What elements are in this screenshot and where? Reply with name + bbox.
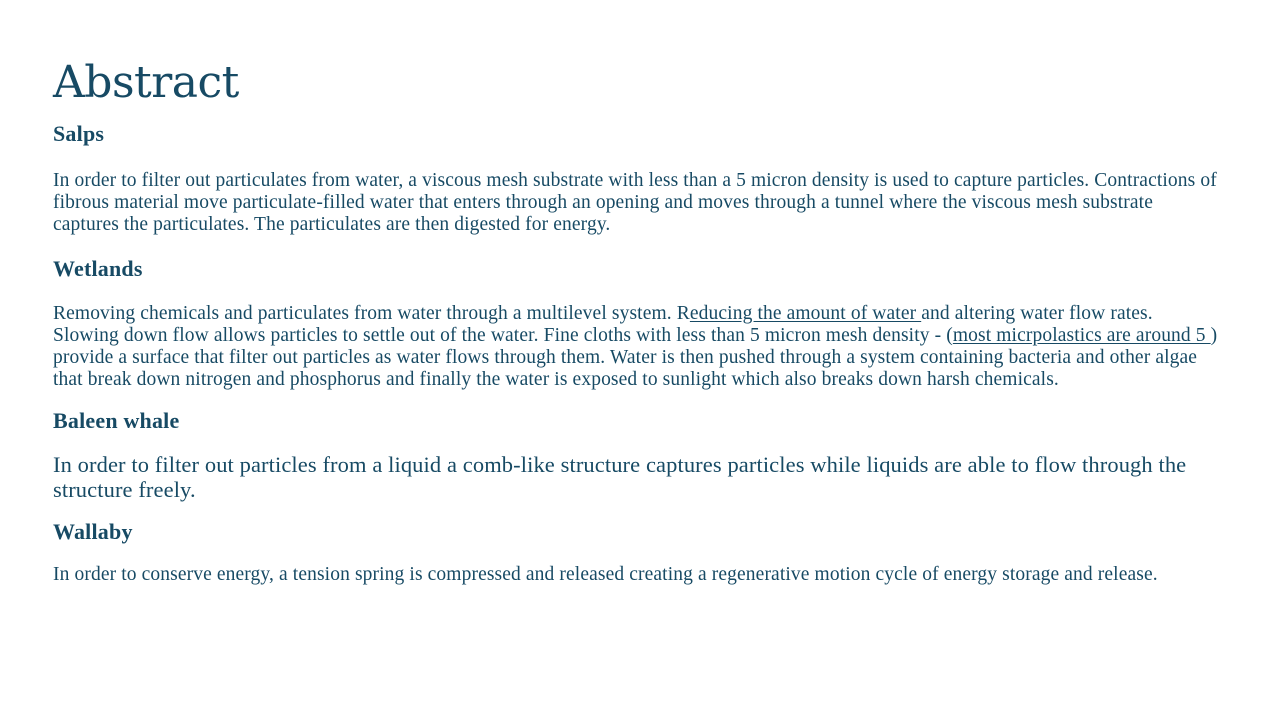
wetlands-text-part-3: ) provide a surface that filter out particles as water flows through them. Water is then pushed through a system containing bacteria and other algae that break down nitrogen and phosphorus and finally the water is exposed to sunlight which also breaks down harsh chemicals. — [53, 325, 1218, 390]
section-text-wetlands — [53, 303, 1223, 391]
section-heading-wetlands: Wetlands — [53, 256, 143, 281]
slide-title: Abstract — [53, 57, 239, 108]
wetlands-link-reducing-water[interactable]: educing the amount of water — [689, 303, 922, 324]
section-heading-wallaby: Wallaby — [53, 519, 133, 544]
section-text-wallaby: In order to conserve energy, a tension spring is compressed and released creating a regenerative motion cycle of energy storage and release. — [53, 564, 1158, 585]
wetlands-text-part-2: and altering water flow rates. Slowing down flow allows particles to settle out of the water. Fine cloths with less than 5 micron mesh density - ( — [53, 303, 1153, 346]
section-text-salps: In order to filter out particulates from water, a viscous mesh substrate with less than a 5 micron density is used to capture particles. Contractions of fibrous material move particulate-filled water that enters through an opening and moves through a tunnel where the viscous mesh substrate captures the particulates. The particulates are then digested for energy. — [53, 170, 1217, 235]
section-heading-salps: Salps — [53, 121, 105, 146]
wetlands-link-microplastics[interactable]: most micrpolastics are around 5 — [952, 325, 1211, 346]
section-heading-baleen-whale: Baleen whale — [53, 408, 180, 433]
slide-content — [53, 117, 1223, 584]
section-text-baleen-whale: In order to filter out particles from a liquid a comb-like structure captures particles while liquids are able to flow through the structure freely. — [53, 452, 1187, 502]
wetlands-text-part-1: Removing chemicals and particulates from water through a multilevel system. R — [53, 303, 690, 324]
